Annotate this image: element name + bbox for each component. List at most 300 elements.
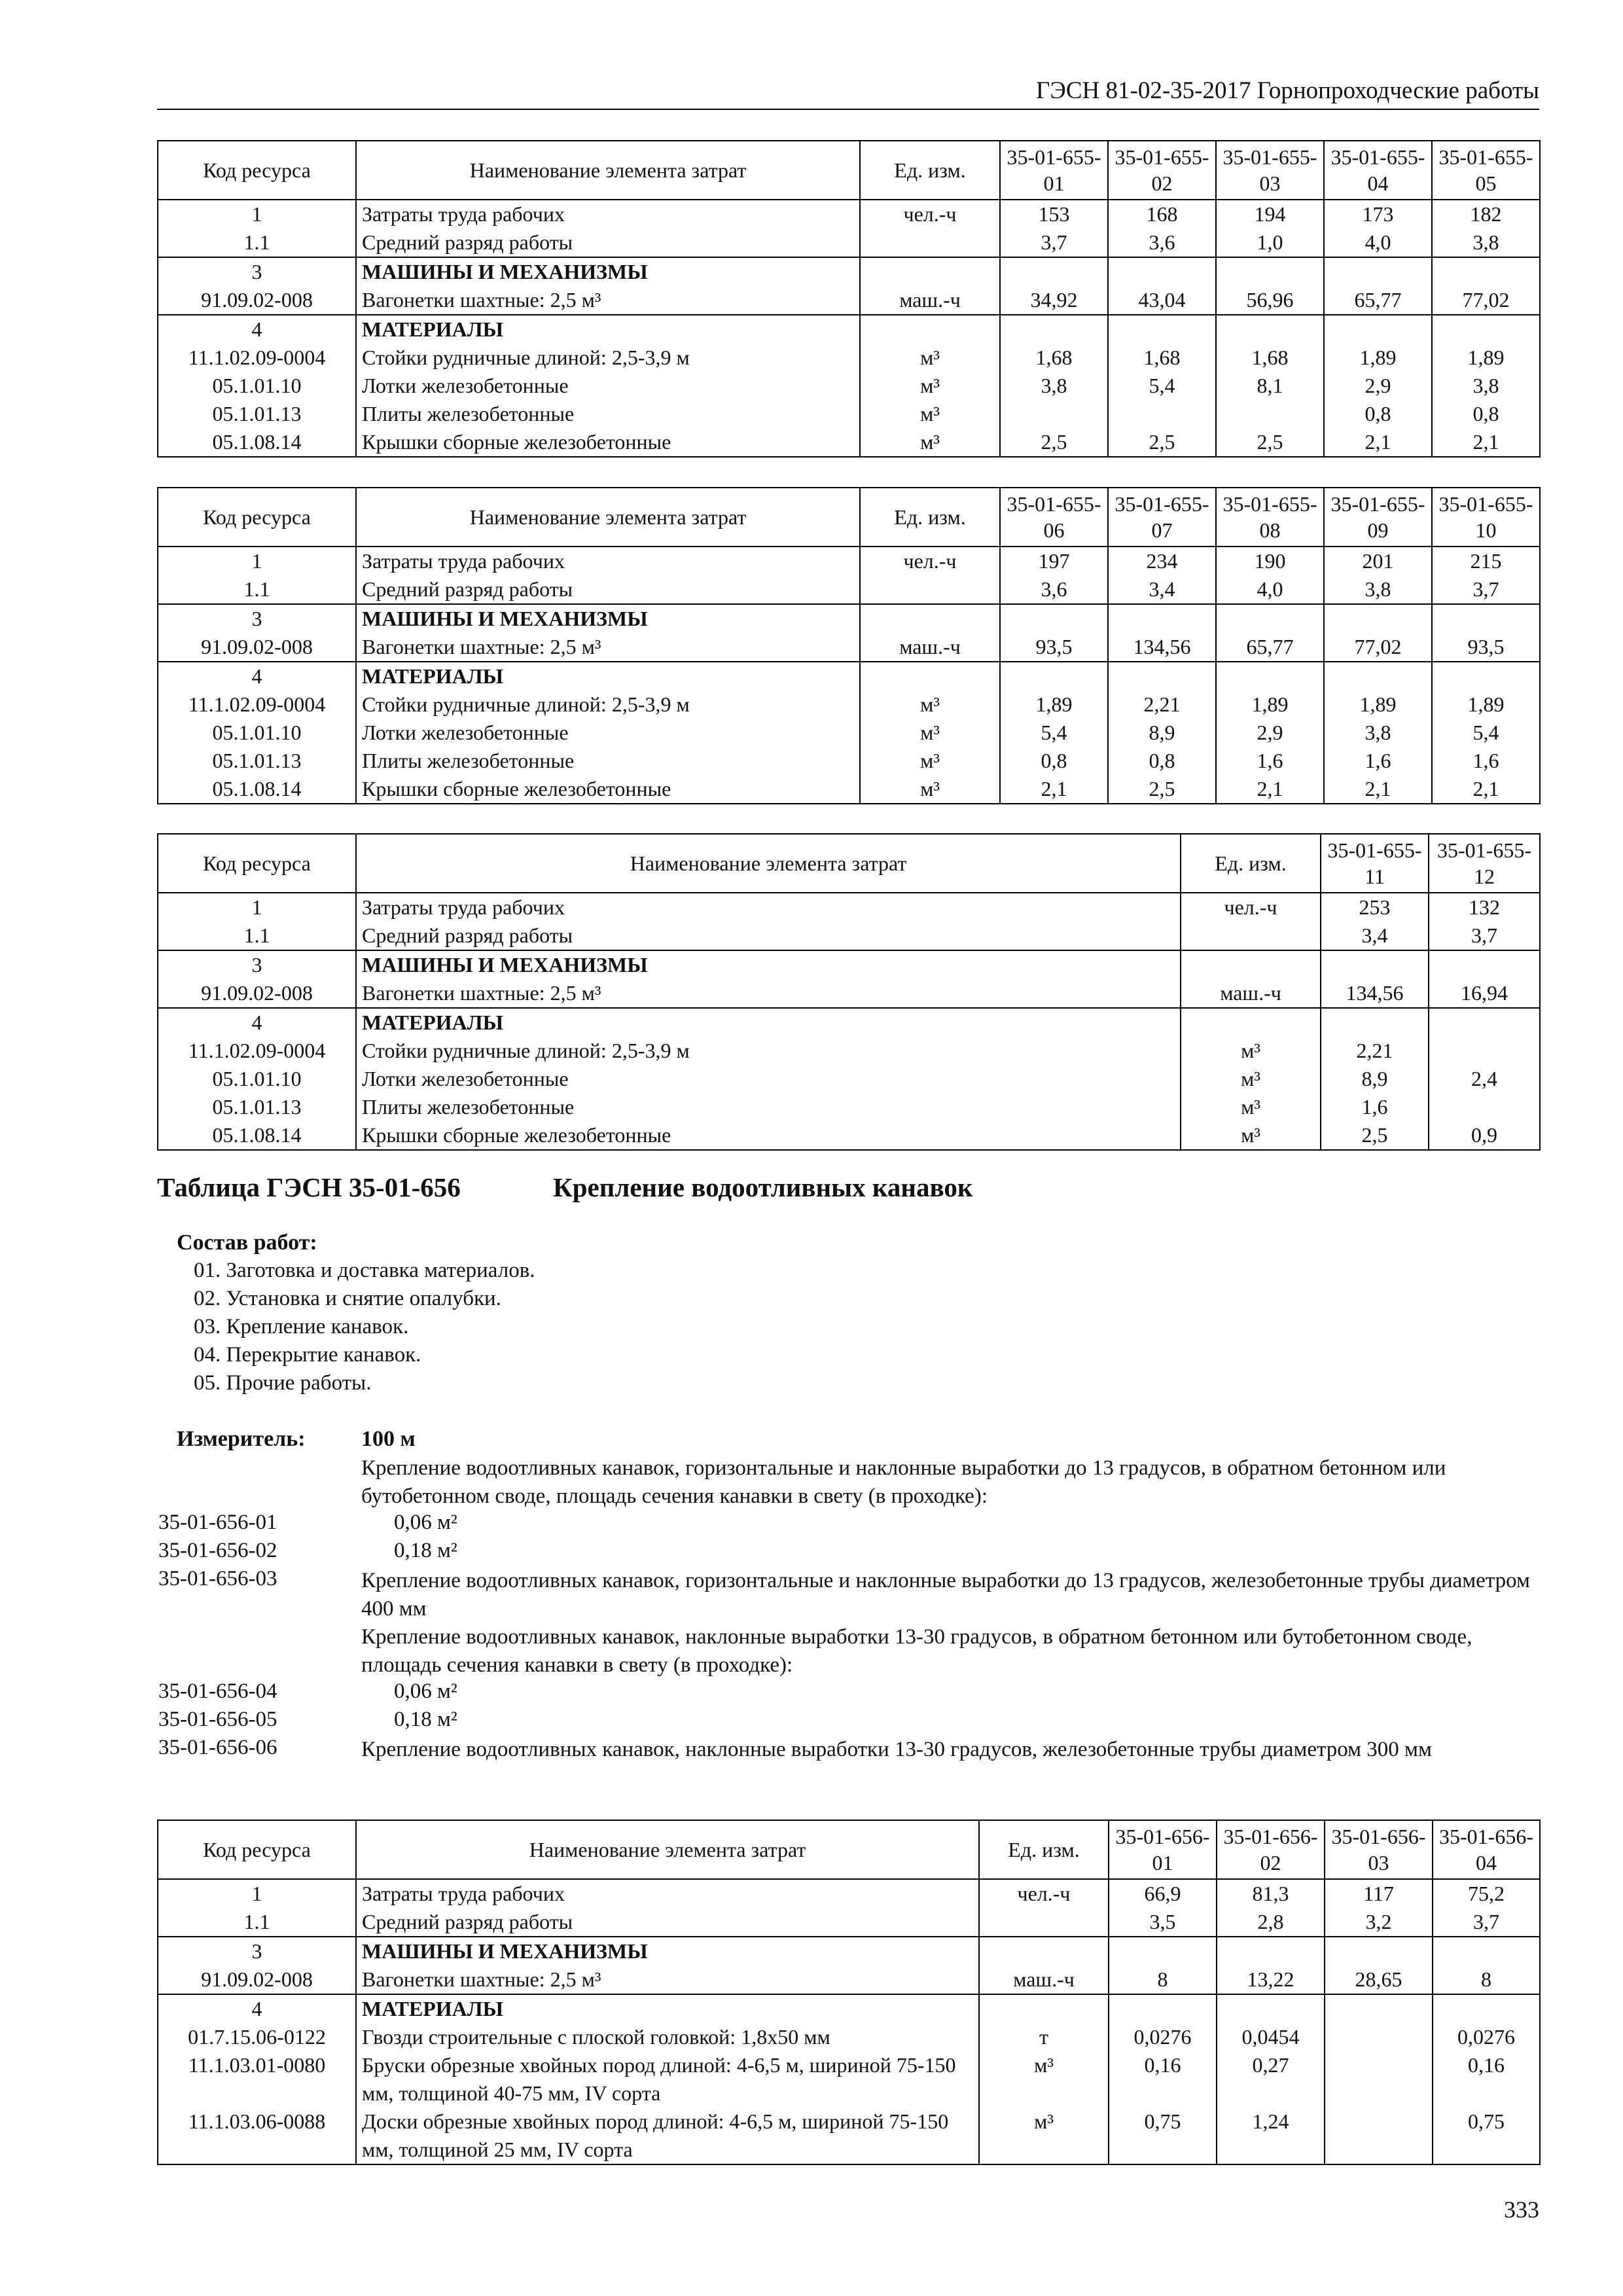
resource-unit: м³: [860, 372, 1000, 400]
resource-unit: м³: [860, 691, 1000, 719]
header-col: 35-01-656-02: [1217, 1820, 1325, 1879]
cell-value: [1108, 604, 1216, 633]
resource-code: 3: [158, 257, 356, 286]
cell-value: 34,92: [1000, 286, 1108, 315]
resource-name: Бруски обрезные хвойных пород длиной: 4-6,5 м, шириной 75-150 мм, толщиной 40-75 мм, IV сорта: [356, 2051, 979, 2108]
table-row: [158, 575, 1540, 604]
table-header-row: [158, 1820, 1540, 1879]
cell-value: 81,3: [1217, 1879, 1325, 1908]
cell-value: 3,5: [1109, 1908, 1217, 1937]
resource-table-655-11-12: [157, 833, 1541, 1151]
cell-value: 134,56: [1108, 633, 1216, 662]
table-row: [158, 747, 1540, 775]
resource-unit: [1181, 1008, 1321, 1037]
position-value: 0,18 м²: [394, 1539, 457, 1562]
cell-value: 43,04: [1108, 286, 1216, 315]
table-row: [158, 2051, 1540, 2108]
resource-code: 4: [158, 1994, 356, 2023]
resource-group-name: МАТЕРИАЛЫ: [356, 1008, 1181, 1037]
table-header-row: [158, 834, 1540, 893]
cell-value: [1325, 2051, 1433, 2108]
cell-value: 0,16: [1109, 2051, 1217, 2108]
position-code: 35-01-656-03: [158, 1567, 277, 1590]
cell-value: [1000, 662, 1108, 691]
cell-value: 77,02: [1324, 633, 1432, 662]
cell-value: 1,89: [1000, 691, 1108, 719]
cell-value: [1000, 315, 1108, 344]
table-row: [158, 979, 1540, 1008]
resource-code: 3: [158, 604, 356, 633]
resource-code: 3: [158, 1937, 356, 1965]
resource-name: Крышки сборные железобетонные: [356, 1121, 1181, 1150]
position-value: 0,06 м²: [394, 1511, 457, 1534]
cell-value: 93,5: [1000, 633, 1108, 662]
cell-value: [1108, 662, 1216, 691]
resource-group-name: МАШИНЫ И МЕХАНИЗМЫ: [356, 604, 860, 633]
header-code: Код ресурса: [158, 1820, 356, 1879]
header-col: 35-01-655-03: [1216, 141, 1324, 200]
cell-value: 2,1: [1324, 775, 1432, 804]
work-item: 05. Прочие работы.: [194, 1371, 372, 1395]
resource-unit: [1181, 922, 1321, 950]
resource-code: 4: [158, 315, 356, 344]
position-description: Крепление водоотливных канавок, наклонные выработки 13-30 градусов, в обратном бетонном или бутобетонном своде, площадь сечения канавки в свету (в проходке):: [361, 1625, 1472, 1677]
cell-value: 2,5: [1108, 775, 1216, 804]
cell-value: 1,68: [1000, 344, 1108, 372]
cell-value: 3,8: [1432, 228, 1540, 257]
cell-value: 0,9: [1429, 1121, 1540, 1150]
cell-value: 0,0276: [1109, 2023, 1217, 2051]
cell-value: 234: [1108, 547, 1216, 575]
cell-value: 8,1: [1216, 372, 1324, 400]
header-code: Код ресурса: [158, 834, 356, 893]
resource-name: Вагонетки шахтные: 2,5 м³: [356, 633, 860, 662]
header-col: 35-01-655-06: [1000, 488, 1108, 547]
cell-value: 8: [1109, 1965, 1217, 1994]
header-col: 35-01-655-09: [1324, 488, 1432, 547]
header-name: Наименование элемента затрат: [356, 488, 860, 547]
table-header-row: [158, 488, 1540, 547]
cell-value: 3,4: [1321, 922, 1429, 950]
cell-value: 2,1: [1324, 428, 1432, 457]
resource-table-655-06-10: [157, 487, 1541, 804]
header-col: 35-01-656-03: [1325, 1820, 1433, 1879]
resource-code: 05.1.01.13: [158, 400, 356, 428]
table-row: [158, 691, 1540, 719]
cell-value: [1109, 1937, 1217, 1965]
resource-name: Затраты труда рабочих: [356, 893, 1181, 922]
resource-name: Вагонетки шахтные: 2,5 м³: [356, 979, 1181, 1008]
table-row: [158, 1008, 1540, 1037]
resource-code: 1.1: [158, 922, 356, 950]
resource-name: Стойки рудничные длиной: 2,5-3,9 м: [356, 691, 860, 719]
resource-group-name: МАШИНЫ И МЕХАНИЗМЫ: [356, 1937, 979, 1965]
cell-value: 0,8: [1324, 400, 1432, 428]
cell-value: [1216, 257, 1324, 286]
cell-value: [1432, 662, 1540, 691]
cell-value: [1429, 950, 1540, 979]
cell-value: [1321, 950, 1429, 979]
cell-value: 1,89: [1324, 344, 1432, 372]
resource-code: 1: [158, 547, 356, 575]
resource-unit: м³: [979, 2051, 1109, 2108]
meter-value: 100 м: [361, 1427, 416, 1451]
cell-value: [1325, 1937, 1433, 1965]
resource-table-655-01-05: [157, 140, 1541, 457]
cell-value: 1,89: [1324, 691, 1432, 719]
position-value: 0,18 м²: [394, 1708, 457, 1731]
resource-code: 01.7.15.06-0122: [158, 2023, 356, 2051]
cell-value: 3,6: [1000, 575, 1108, 604]
cell-value: [1216, 604, 1324, 633]
header-col: 35-01-655-08: [1216, 488, 1324, 547]
cell-value: [1216, 662, 1324, 691]
resource-code: 05.1.01.13: [158, 1093, 356, 1121]
resource-unit: чел.-ч: [860, 200, 1000, 228]
resource-unit: [860, 575, 1000, 604]
cell-value: 3,6: [1108, 228, 1216, 257]
table-row: [158, 719, 1540, 747]
cell-value: [1433, 1937, 1540, 1965]
cell-value: 56,96: [1216, 286, 1324, 315]
header-unit: Ед. изм.: [1181, 834, 1321, 893]
header-unit: Ед. изм.: [979, 1820, 1109, 1879]
cell-value: 1,0: [1216, 228, 1324, 257]
position-code: 35-01-656-06: [158, 1736, 277, 1759]
resource-name: Средний разряд работы: [356, 1908, 979, 1937]
cell-value: 117: [1325, 1879, 1433, 1908]
cell-value: [1000, 604, 1108, 633]
table-row: [158, 228, 1540, 257]
resource-unit: т: [979, 2023, 1109, 2051]
position-description: Крепление водоотливных канавок, наклонные выработки 13-30 градусов, железобетонные трубы диаметром 300 мм: [361, 1738, 1432, 1761]
table-row: [158, 2023, 1540, 2051]
cell-value: 2,9: [1324, 372, 1432, 400]
resource-unit: м³: [860, 428, 1000, 457]
resource-code: 1: [158, 893, 356, 922]
cell-value: 65,77: [1324, 286, 1432, 315]
table-row: [158, 428, 1540, 457]
resource-code: 1.1: [158, 228, 356, 257]
table-row: [158, 200, 1540, 228]
header-unit: Ед. изм.: [860, 141, 1000, 200]
work-item: 03. Крепление канавок.: [194, 1315, 409, 1338]
resource-unit: маш.-ч: [979, 1965, 1109, 1994]
table-row: [158, 1065, 1540, 1093]
resource-unit: чел.-ч: [979, 1879, 1109, 1908]
table-row: [158, 775, 1540, 804]
work-item: 02. Установка и снятие опалубки.: [194, 1287, 501, 1310]
cell-value: 8,9: [1108, 719, 1216, 747]
resource-name: Лотки железобетонные: [356, 719, 860, 747]
resource-name: Плиты железобетонные: [356, 400, 860, 428]
resource-group-name: МАТЕРИАЛЫ: [356, 1994, 979, 2023]
cell-value: 173: [1324, 200, 1432, 228]
resource-code: 05.1.01.13: [158, 747, 356, 775]
cell-value: 1,6: [1216, 747, 1324, 775]
header-col: 35-01-656-01: [1109, 1820, 1217, 1879]
cell-value: 2,1: [1432, 428, 1540, 457]
resource-unit: м³: [860, 400, 1000, 428]
cell-value: [1432, 604, 1540, 633]
table-row: [158, 286, 1540, 315]
resource-code: 05.1.08.14: [158, 775, 356, 804]
cell-value: 2,1: [1432, 775, 1540, 804]
position-value: 0,06 м²: [394, 1679, 457, 1703]
cell-value: [1000, 257, 1108, 286]
cell-value: 215: [1432, 547, 1540, 575]
resource-unit: [860, 662, 1000, 691]
resource-group-name: МАТЕРИАЛЫ: [356, 662, 860, 691]
resource-unit: чел.-ч: [1181, 893, 1321, 922]
resource-name: Стойки рудничные длиной: 2,5-3,9 м: [356, 344, 860, 372]
position-code: 35-01-656-01: [158, 1511, 277, 1534]
section-title: [157, 1172, 973, 1203]
cell-value: 0,16: [1433, 2051, 1540, 2108]
resource-code: 1.1: [158, 1908, 356, 1937]
header-col: 35-01-655-07: [1108, 488, 1216, 547]
resource-code: 1: [158, 200, 356, 228]
cell-value: 134,56: [1321, 979, 1429, 1008]
resource-code: 05.1.01.10: [158, 372, 356, 400]
cell-value: [1433, 1994, 1540, 2023]
cell-value: 3,8: [1324, 719, 1432, 747]
cell-value: 3,4: [1108, 575, 1216, 604]
resource-unit: м³: [860, 747, 1000, 775]
cell-value: [1429, 1093, 1540, 1121]
table-number: Таблица ГЭСН 35-01-656: [157, 1172, 461, 1202]
resource-group-name: МАШИНЫ И МЕХАНИЗМЫ: [356, 257, 860, 286]
resource-code: 3: [158, 950, 356, 979]
resource-unit: м³: [860, 719, 1000, 747]
table-row: [158, 1037, 1540, 1065]
table-row: [158, 950, 1540, 979]
cell-value: [1324, 257, 1432, 286]
cell-value: [1108, 315, 1216, 344]
table-row: [158, 1908, 1540, 1937]
resource-unit: м³: [1181, 1121, 1321, 1150]
cell-value: 153: [1000, 200, 1108, 228]
cell-value: 8: [1433, 1965, 1540, 1994]
header-name: Наименование элемента затрат: [356, 834, 1181, 893]
cell-value: 5,4: [1432, 719, 1540, 747]
cell-value: 0,0276: [1433, 2023, 1540, 2051]
cell-value: 1,6: [1321, 1093, 1429, 1121]
resource-code: 05.1.01.10: [158, 1065, 356, 1093]
position-code: 35-01-656-04: [158, 1679, 277, 1703]
cell-value: 0,27: [1217, 2051, 1325, 2108]
resource-group-name: МАШИНЫ И МЕХАНИЗМЫ: [356, 950, 1181, 979]
cell-value: [1216, 315, 1324, 344]
table-row: [158, 372, 1540, 400]
cell-value: [1432, 315, 1540, 344]
resource-code: 05.1.01.10: [158, 719, 356, 747]
table-row: [158, 1093, 1540, 1121]
resource-unit: [979, 1908, 1109, 1937]
resource-name: Лотки железобетонные: [356, 372, 860, 400]
resource-code: 4: [158, 1008, 356, 1037]
cell-value: [1000, 400, 1108, 428]
table-row: [158, 604, 1540, 633]
resource-unit: маш.-ч: [860, 633, 1000, 662]
cell-value: [1321, 1008, 1429, 1037]
cell-value: 16,94: [1429, 979, 1540, 1008]
header-col: 35-01-655-04: [1324, 141, 1432, 200]
header-col: 35-01-655-02: [1108, 141, 1216, 200]
table-header-row: [158, 141, 1540, 200]
cell-value: 13,22: [1217, 1965, 1325, 1994]
cell-value: 2,5: [1216, 428, 1324, 457]
work-item: 04. Перекрытие канавок.: [194, 1343, 421, 1367]
cell-value: 5,4: [1000, 719, 1108, 747]
table-title: Крепление водоотливных канавок: [553, 1172, 973, 1202]
cell-value: [1325, 2023, 1433, 2051]
cell-value: 194: [1216, 200, 1324, 228]
resource-code: 91.09.02-008: [158, 979, 356, 1008]
cell-value: 2,5: [1321, 1121, 1429, 1150]
resource-name: Гвозди строительные с плоской головкой: 1,8х50 мм: [356, 2023, 979, 2051]
resource-name: Плиты железобетонные: [356, 1093, 1181, 1121]
meter-label: Измеритель:: [177, 1427, 306, 1451]
cell-value: [1324, 604, 1432, 633]
table-row: [158, 547, 1540, 575]
cell-value: [1109, 1994, 1217, 2023]
resource-code: 11.1.03.06-0088: [158, 2108, 356, 2164]
resource-unit: [979, 1937, 1109, 1965]
position-description: Крепление водоотливных канавок, горизонтальные и наклонные выработки до 13 градусов, железобетонные трубы диаметром 400 мм: [361, 1569, 1530, 1621]
resource-unit: [860, 257, 1000, 286]
cell-value: 2,1: [1000, 775, 1108, 804]
cell-value: 0,8: [1108, 747, 1216, 775]
cell-value: 3,7: [1000, 228, 1108, 257]
resource-code: 05.1.08.14: [158, 1121, 356, 1150]
resource-unit: чел.-ч: [860, 547, 1000, 575]
cell-value: 132: [1429, 893, 1540, 922]
resource-unit: [1181, 950, 1321, 979]
cell-value: 93,5: [1432, 633, 1540, 662]
resource-group-name: МАТЕРИАЛЫ: [356, 315, 860, 344]
cell-value: 168: [1108, 200, 1216, 228]
cell-value: [1432, 257, 1540, 286]
resource-name: Затраты труда рабочих: [356, 547, 860, 575]
resource-code: 11.1.02.09-0004: [158, 691, 356, 719]
header-col: 35-01-655-10: [1432, 488, 1540, 547]
position-description: Крепление водоотливных канавок, горизонтальные и наклонные выработки до 13 градусов, в обратном бетонном или бутобетонном своде, площадь сечения канавки в свету (в проходке):: [361, 1456, 1446, 1508]
header-col: 35-01-655-05: [1432, 141, 1540, 200]
cell-value: 1,68: [1216, 344, 1324, 372]
resource-unit: м³: [979, 2108, 1109, 2164]
cell-value: 1,68: [1108, 344, 1216, 372]
cell-value: 5,4: [1108, 372, 1216, 400]
table-row: [158, 893, 1540, 922]
table-row: [158, 400, 1540, 428]
table-row: [158, 2108, 1540, 2164]
resource-code: 91.09.02-008: [158, 1965, 356, 1994]
resource-code: 4: [158, 662, 356, 691]
running-header: [157, 72, 1539, 110]
cell-value: 3,2: [1325, 1908, 1433, 1937]
cell-value: 4,0: [1324, 228, 1432, 257]
resource-code: 1: [158, 1879, 356, 1908]
position-code: 35-01-656-02: [158, 1539, 277, 1562]
resource-code: 1.1: [158, 575, 356, 604]
resource-unit: м³: [1181, 1065, 1321, 1093]
cell-value: 65,77: [1216, 633, 1324, 662]
resource-name: Средний разряд работы: [356, 228, 860, 257]
resource-unit: маш.-ч: [1181, 979, 1321, 1008]
resource-code: 91.09.02-008: [158, 286, 356, 315]
header-col: 35-01-655-11: [1321, 834, 1429, 893]
cell-value: [1325, 2108, 1433, 2164]
header-code: Код ресурса: [158, 488, 356, 547]
table-row: [158, 344, 1540, 372]
cell-value: 2,5: [1108, 428, 1216, 457]
cell-value: 0,8: [1432, 400, 1540, 428]
resource-code: 11.1.02.09-0004: [158, 344, 356, 372]
cell-value: 2,21: [1108, 691, 1216, 719]
cell-value: [1217, 1937, 1325, 1965]
resource-name: Крышки сборные железобетонные: [356, 775, 860, 804]
cell-value: 0,75: [1433, 2108, 1540, 2164]
resource-unit: маш.-ч: [860, 286, 1000, 315]
resource-name: Затраты труда рабочих: [356, 1879, 979, 1908]
cell-value: 4,0: [1216, 575, 1324, 604]
cell-value: 1,89: [1432, 344, 1540, 372]
cell-value: [1217, 1994, 1325, 2023]
resource-name: Вагонетки шахтные: 2,5 м³: [356, 286, 860, 315]
cell-value: 1,89: [1432, 691, 1540, 719]
resource-unit: [979, 1994, 1109, 2023]
resource-name: Лотки железобетонные: [356, 1065, 1181, 1093]
resource-unit: [860, 228, 1000, 257]
cell-value: 2,1: [1216, 775, 1324, 804]
cell-value: 3,7: [1432, 575, 1540, 604]
cell-value: 1,89: [1216, 691, 1324, 719]
table-row: [158, 1121, 1540, 1150]
cell-value: [1108, 257, 1216, 286]
cell-value: [1324, 315, 1432, 344]
cell-value: 8,9: [1321, 1065, 1429, 1093]
table-row: [158, 633, 1540, 662]
work-item: 01. Заготовка и доставка материалов.: [194, 1259, 535, 1282]
cell-value: 182: [1432, 200, 1540, 228]
resource-unit: [860, 315, 1000, 344]
cell-value: 1,24: [1217, 2108, 1325, 2164]
resource-unit: [860, 604, 1000, 633]
cell-value: 3,8: [1000, 372, 1108, 400]
resource-unit: м³: [1181, 1093, 1321, 1121]
cell-value: [1216, 400, 1324, 428]
header-col: 35-01-656-04: [1433, 1820, 1540, 1879]
resource-name: Средний разряд работы: [356, 922, 1181, 950]
cell-value: 2,21: [1321, 1037, 1429, 1065]
cell-value: 1,6: [1324, 747, 1432, 775]
cell-value: 3,7: [1429, 922, 1540, 950]
table-row: [158, 1965, 1540, 1994]
header-unit: Ед. изм.: [860, 488, 1000, 547]
cell-value: 2,8: [1217, 1908, 1325, 1937]
table-row: [158, 1994, 1540, 2023]
resource-code: 11.1.03.01-0080: [158, 2051, 356, 2108]
works-label: Состав работ:: [177, 1230, 317, 1255]
cell-value: 253: [1321, 893, 1429, 922]
table-row: [158, 1879, 1540, 1908]
cell-value: [1325, 1994, 1433, 2023]
resource-name: Вагонетки шахтные: 2,5 м³: [356, 1965, 979, 1994]
cell-value: 3,7: [1433, 1908, 1540, 1937]
document-title: ГЭСН 81-02-35-2017 Горнопроходческие работы: [1036, 77, 1539, 104]
resource-name: Стойки рудничные длиной: 2,5-3,9 м: [356, 1037, 1181, 1065]
